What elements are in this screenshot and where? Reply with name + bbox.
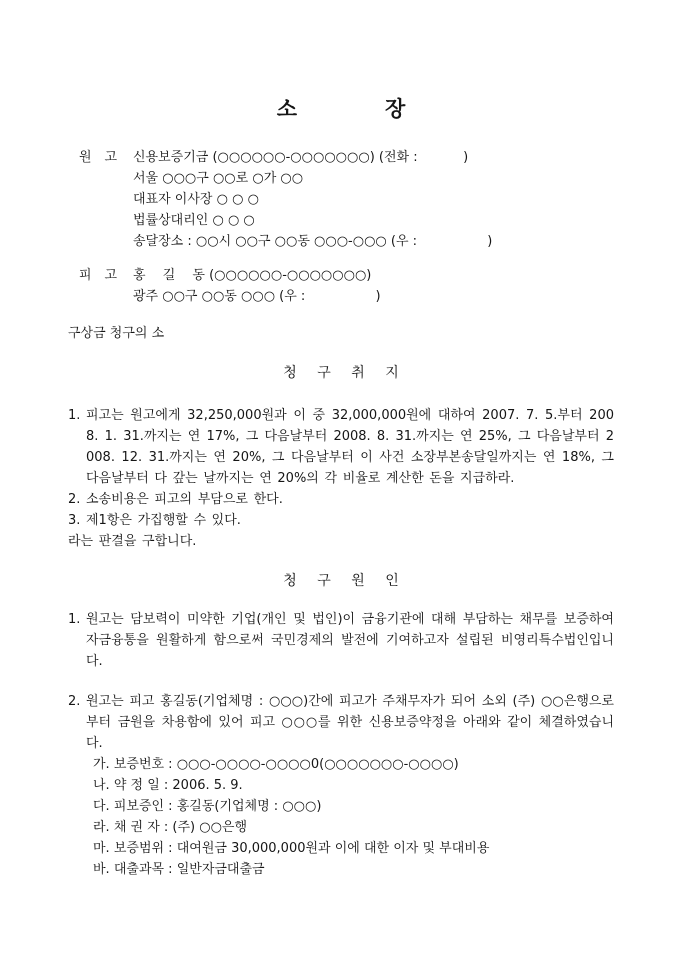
agreement-date-line: 나. 약 정 일 : 2006. 5. 9. (93, 778, 243, 793)
document-title (68, 96, 614, 122)
plaintiff-legal-agent-line: 법률상대리인 ○ ○ ○ (133, 213, 255, 228)
claim-item-1 (68, 405, 614, 489)
claim-item-1-number: 1. (68, 408, 81, 423)
cause-item-2-number: 2. (68, 694, 81, 709)
loan-type-line: 바. 대출과목 : 일반자금대출금 (93, 862, 265, 877)
claim-item-2-number: 2. (68, 492, 81, 507)
guaranteed-person-line: 다. 피보증인 : 홍길동(기업체명 : ○○○) (93, 799, 322, 814)
cause-of-claim-heading: 청 구 원 인 (283, 573, 407, 589)
title-char-so: 소 (276, 97, 297, 121)
claim-item-2 (68, 489, 614, 510)
claim-item-1-text: 피고는 원고에게 32,250,000원과 이 중 32,000,000원에 대하여 2007. 7. 5.부터 2008. 1. 31.까지는 연 17%, 그 다음날부터 2008. 8. 31.까지는 연 25%, 그 다음날부터 2008. 12. 31.까지는 연 20%, 그 다음날부터 이 사건 소장부본송달일까지는 연 18%, 그 다음날부터 다 갚는 날까지는 연 20%의 각 비율로 계산한 돈을 지급하라. (86, 408, 614, 486)
claim-item-3-number: 3. (68, 513, 81, 528)
guarantee-scope-line: 마. 보증범위 : 대여원금 30,000,000원과 이에 대한 이자 및 부대비용 (93, 841, 490, 856)
claim-purpose-heading: 청 구 취 지 (283, 365, 407, 381)
title-char-jang: 장 (385, 97, 406, 121)
cause-item-1-text: 원고는 담보력이 미약한 기업(개인 및 법인)이 금융기관에 대해 부담하는 채무를 보증하여 자금융통을 원활하게 함으로써 국민경제의 발전에 기여하고자 설립된 비영리특수법인입니다. (86, 612, 614, 669)
defendant-block (68, 265, 614, 307)
plaintiff-service-address-line: 송달장소 : ○○시 ○○구 ○○동 ○○○-○○○ (우 : ) (133, 234, 493, 249)
plaintiff-label: 원 고 (79, 150, 118, 165)
guarantee-number-line: 가. 보증번호 : ○○○-○○○○-○○○○0(○○○○○○○-○○○○) (93, 757, 459, 772)
guarantee-details (93, 754, 614, 880)
plaintiff-address-line: 서울 ○○○구 ○○로 ○가 ○○ (133, 171, 304, 186)
plaintiff-block (68, 147, 614, 252)
creditor-line: 라. 채 권 자 : (주) ○○은행 (93, 820, 248, 835)
defendant-details (133, 265, 614, 307)
claim-closing: 라는 판결을 구합니다. (68, 534, 197, 549)
claim-item-3 (68, 510, 614, 531)
defendant-address-line: 광주 ○○구 ○○동 ○○○ (우 : ) (133, 289, 381, 304)
defendant-name-line: 홍 길 동 (○○○○○○-○○○○○○○) (133, 268, 372, 283)
cause-item-2 (68, 691, 614, 754)
case-title: 구상금 청구의 소 (68, 326, 165, 341)
plaintiff-representative-line: 대표자 이사장 ○ ○ ○ (133, 192, 259, 207)
plaintiff-details (133, 147, 614, 252)
claim-item-3-text: 제1항은 가집행할 수 있다. (86, 513, 241, 528)
cause-item-1-number: 1. (68, 612, 81, 627)
cause-item-1 (68, 609, 614, 672)
claim-item-2-text: 소송비용은 피고의 부담으로 한다. (86, 492, 283, 507)
cause-item-2-text: 원고는 피고 홍길동(기업체명 : ○○○)간에 피고가 주채무자가 되어 소외 (주) ○○은행으로부터 금원을 차용함에 있어 피고 ○○○를 위한 신용보증약정을 아래와 같이 체결하였습니다. (86, 694, 614, 751)
defendant-label: 피 고 (79, 268, 118, 283)
plaintiff-name-line: 신용보증기금 (○○○○○○-○○○○○○○) (전화 : ) (133, 150, 469, 165)
